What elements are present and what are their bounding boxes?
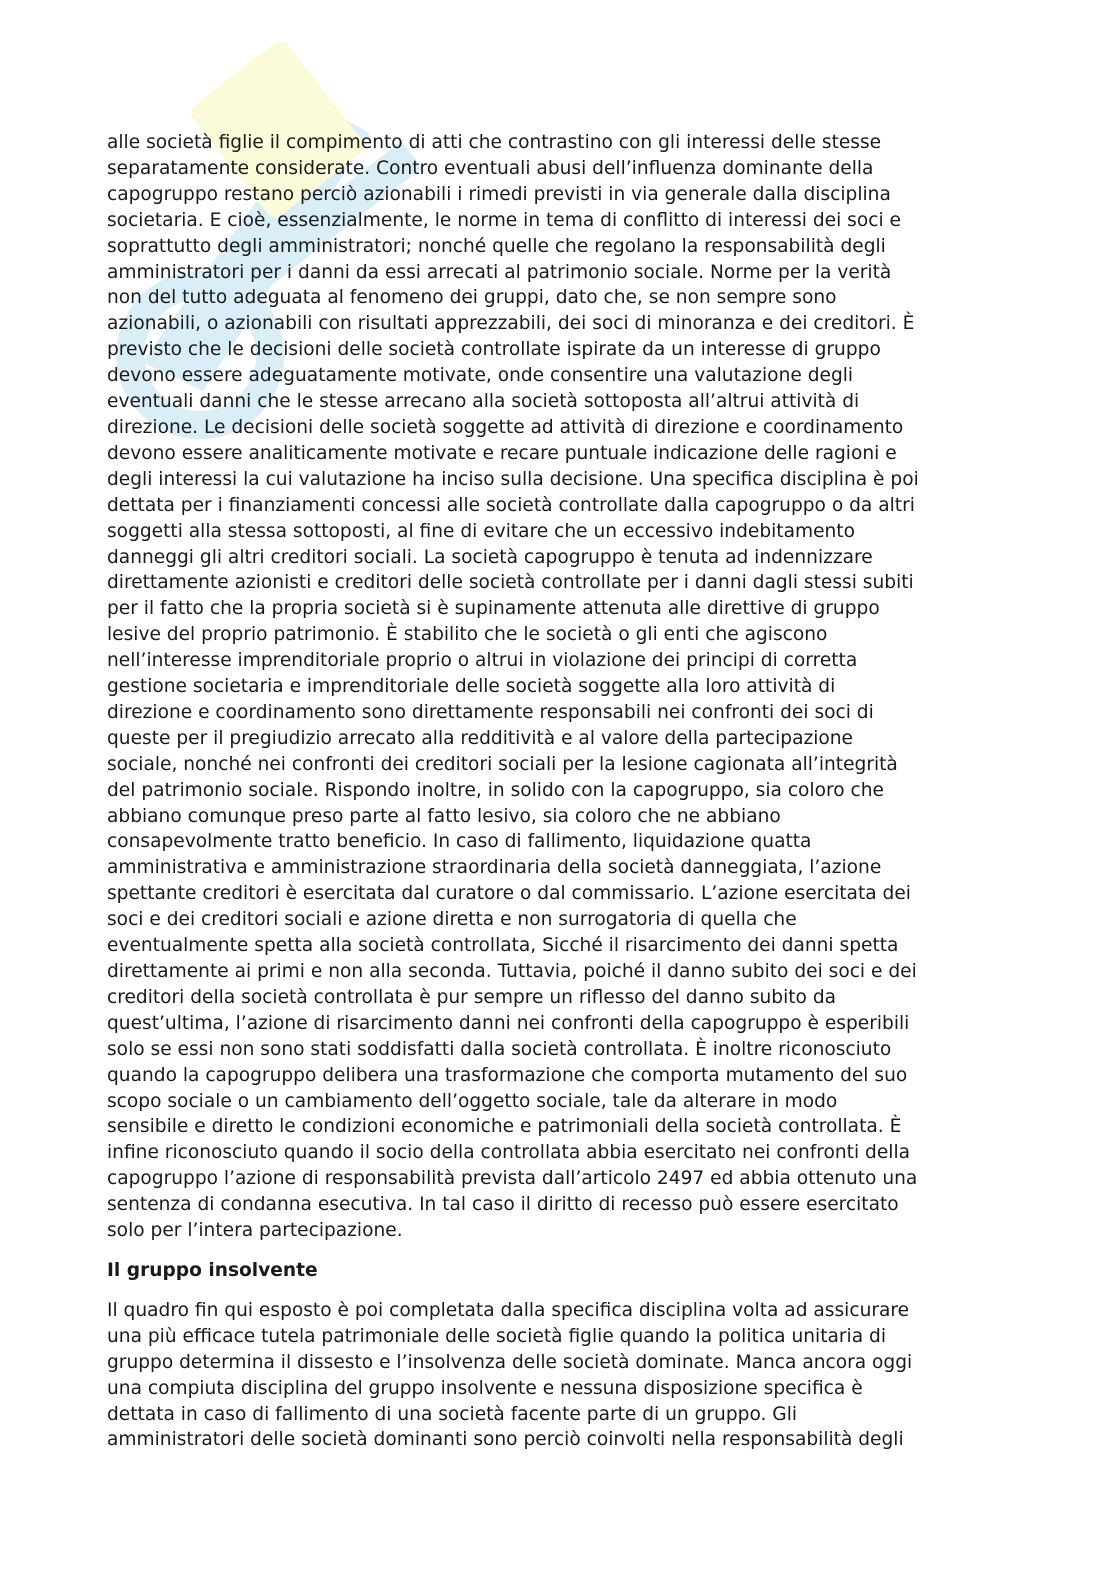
text-line: previsto che le decisioni delle società controllate ispirate da un interesse di gruppo: [107, 339, 881, 361]
text-line: devono essere analiticamente motivate e recare puntuale indicazione delle ragioni e: [107, 442, 897, 464]
text-line: soci e dei creditori sociali e azione diretta e non surrogatoria di quella che: [107, 909, 797, 931]
text-line: direttamente ai primi e non alla seconda. Tuttavia, poiché il danno subito dei soci e dei: [107, 961, 917, 982]
text-line: direzione. Le decisioni delle società soggette ad attività di direzione e coordinamento: [107, 416, 904, 438]
text-line: sensibile e diretto le condizioni economiche e patrimoniali della società controllata. È: [107, 1116, 902, 1138]
text-line: sociale, nonché nei confronti dei creditori sociali per la lesione cagionata all’integrità: [107, 753, 898, 775]
text-line: devono essere adeguatamente motivate, onde consentire una valutazione degli: [107, 365, 854, 387]
text-line: sentenza di condanna esecutiva. In tal caso il diritto di recesso può essere esercitato: [107, 1194, 899, 1216]
text-line: amministratori per i danni da essi arrecati al patrimonio sociale. Norme per la verità: [107, 261, 892, 283]
text-line: gruppo determina il dissesto e l’insolvenza delle società dominate. Manca ancora oggi: [107, 1351, 913, 1373]
text-line: abbiano comunque preso parte al fatto lesivo, sia coloro che ne abbiano: [107, 805, 781, 827]
text-line: quando la capogruppo delibera una trasformazione che comporta mutamento del suo: [107, 1064, 908, 1086]
text-line: del patrimonio sociale. Rispondo inoltre, in solido con la capogruppo, sia coloro che: [107, 779, 884, 801]
text-line: solo per l’intera partecipazione.: [107, 1220, 403, 1242]
text-line: capogruppo restano perciò azionabili i rimedi previsti in via generale dalla disciplina: [107, 183, 891, 205]
text-line: queste per il pregiudizio arrecato alla redditività e al valore della partecipazione: [107, 727, 853, 749]
text-line: nell’interesse imprenditoriale proprio o altrui in violazione dei principi di corretta: [107, 650, 858, 672]
text-line: direttamente azionisti e creditori delle società controllate per i danni dagli stessi subiti: [107, 572, 914, 594]
text-line: soggetti alla stessa sottoposti, al fine di evitare che un eccessivo indebitamento: [107, 520, 855, 542]
text-line: direzione e coordinamento sono direttamente responsabili nei confronti dei soci di: [107, 701, 874, 723]
text-line: solo se essi non sono stati soddisfatti dalla società controllata. È inoltre riconosciuto: [107, 1038, 892, 1060]
paragraph-body-1: [107, 130, 1007, 1244]
section-heading: Il gruppo insolvente: [107, 1259, 318, 1281]
text-line: dettata per i finanziamenti concessi alle società controllate dalla capogruppo o da altri: [107, 494, 915, 516]
text-line: eventuali danni che le stesse arrecano alla società sottoposta all’altrui attività di: [107, 391, 860, 413]
text-line: per il fatto che la propria società si è supinamente attenuta alle direttive di gruppo: [107, 598, 880, 620]
paragraph-body-2: [107, 1298, 1007, 1453]
text-line: non del tutto adeguata al fenomeno dei gruppi, dato che, se non sempre sono: [107, 287, 837, 309]
text-line: amministrativa e amministrazione straordinaria della società danneggiata, l’azione: [107, 857, 882, 879]
text-line: danneggi gli altri creditori sociali. La società capogruppo è tenuta ad indennizzare: [107, 546, 873, 568]
text-line: gestione societaria e imprenditoriale delle società soggette alla loro attività di: [107, 676, 836, 698]
text-line: creditori della società controllata è pur sempre un riflesso del danno subito da: [107, 986, 837, 1008]
text-line: eventualmente spetta alla società controllata, Sicché il risarcimento dei danni spetta: [107, 935, 899, 957]
text-line: capogruppo l’azione di responsabilità prevista dall’articolo 2497 ed abbia ottenuto una: [107, 1168, 918, 1190]
text-line: una più efficace tutela patrimoniale delle società figlie quando la politica unitaria di: [107, 1325, 886, 1347]
text-line: scopo sociale o un cambiamento dell’oggetto sociale, tale da alterare in modo: [107, 1090, 838, 1112]
text-line: lesive del proprio patrimonio. È stabilito che le società o gli enti che agiscono: [107, 624, 828, 646]
text-line: azionabili, o azionabili con risultati apprezzabili, dei soci di minoranza e dei creditori. È: [107, 313, 915, 335]
document-body: [107, 130, 1007, 1453]
text-line: societaria. E cioè, essenzialmente, le norme in tema di conflitto di interessi dei soci e: [107, 209, 901, 231]
text-line: soprattutto degli amministratori; nonché quelle che regolano la responsabilità degli: [107, 235, 886, 257]
text-line: Il quadro fin qui esposto è poi completata dalla specifica disciplina volta ad assicurare: [107, 1299, 910, 1321]
text-line: spettante creditori è esercitata dal curatore o dal commissario. L’azione esercitata dei: [107, 883, 911, 905]
text-line: amministratori delle società dominanti sono perciò coinvolti nella responsabilità degli: [107, 1429, 904, 1451]
text-line: consapevolmente tratto beneficio. In caso di fallimento, liquidazione quatta: [107, 831, 812, 853]
text-line: infine riconosciuto quando il socio della controllata abbia esercitato nei confronti della: [107, 1142, 911, 1164]
text-line: quest’ultima, l’azione di risarcimento danni nei confronti della capogruppo è esperibili: [107, 1012, 910, 1034]
text-line: separatamente considerate. Contro eventuali abusi dell’influenza dominante della: [107, 157, 874, 179]
text-line: dettata in caso di fallimento di una società facente parte di un gruppo. Gli: [107, 1403, 798, 1425]
text-line: degli interessi la cui valutazione ha inciso sulla decisione. Una specifica disciplina è poi: [107, 468, 919, 490]
text-line: alle società figlie il compimento di atti che contrastino con gli interessi delle stesse: [107, 132, 882, 153]
text-line: una compiuta disciplina del gruppo insolvente e nessuna disposizione specifica è: [107, 1377, 863, 1399]
